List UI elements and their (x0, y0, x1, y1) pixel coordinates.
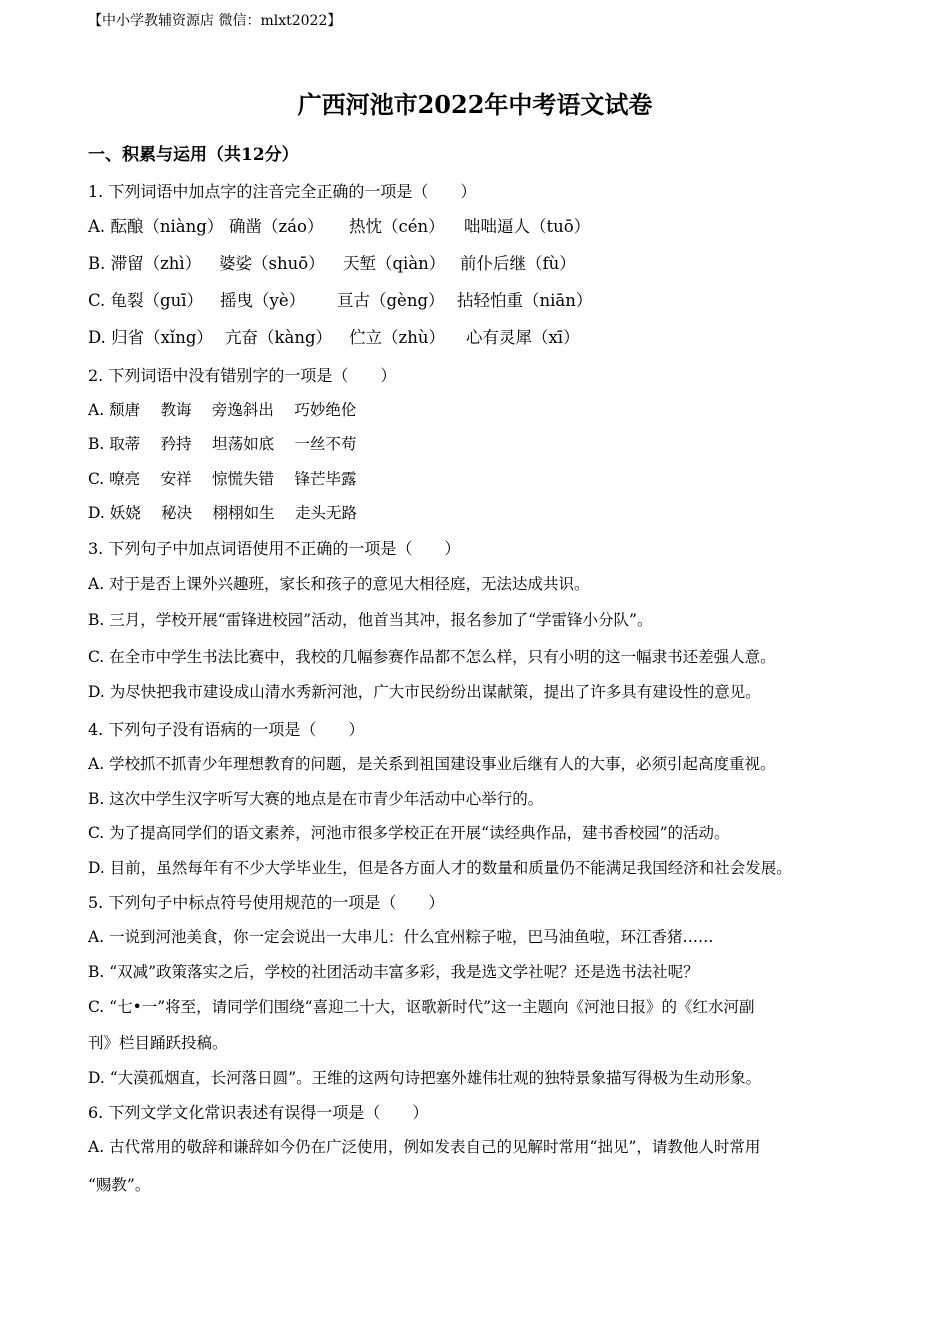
q1-a-word-3: 热忱（cén） (349, 217, 445, 236)
question-3-option-b: B. 三月，学校开展“雷锋进校园”活动，他首当其冲，报名参加了“学雷锋小分队”。 (88, 611, 653, 629)
q1-b-word-4: 前仆后继（fù） (460, 254, 576, 273)
q1-a-word-2: 确凿（záo） (229, 217, 324, 236)
q1-c-word-1: C. 龟裂（guī） (88, 291, 203, 310)
question-6-option-a-line-1: A. 古代常用的敬辞和谦辞如今仍在广泛使用，例如发表自己的见解时常用“拙见”，请教他人时常用 (88, 1138, 761, 1156)
question-4-stem: 4. 下列句子没有语病的一项是（ ） (88, 720, 365, 739)
question-1-option-c (88, 293, 592, 310)
question-1-option-d (88, 330, 580, 347)
q1-b-word-2: 婆娑（shuō） (219, 254, 325, 273)
header-watermark: 【中小学教辅资源店 微信：mlxt2022】 (88, 13, 342, 29)
q1-a-word-1: A. 酝酿（niàng） (88, 217, 224, 236)
page-title: 广西河池市2022年中考语文试卷 (297, 90, 653, 119)
question-1-option-b (88, 256, 576, 273)
q1-c-word-4: 拈轻怕重（niān） (457, 291, 593, 310)
question-4-option-b: B. 这次中学生汉字听写大赛的地点是在市青少年活动中心举行的。 (88, 790, 544, 808)
q1-d-word-1: D. 归省（xǐng） (88, 328, 213, 347)
question-1-stem: 1. 下列词语中加点字的注音完全正确的一项是（ ） (88, 182, 477, 201)
question-3-option-c: C. 在全市中学生书法比赛中，我校的几幅参赛作品都不怎么样，只有小明的这一幅隶书还差强人意。 (88, 648, 776, 666)
question-3-stem: 3. 下列句子中加点词语使用不正确的一项是（ ） (88, 539, 461, 558)
q1-d-word-4: 心有灵犀（xī） (466, 328, 580, 347)
question-3-option-d: D. 为尽快把我市建设成山清水秀新河池，广大市民纷纷出谋献策，提出了许多具有建设性的意见。 (88, 683, 761, 701)
question-5-option-a: A. 一说到河池美食，你一定会说出一大串儿：什么宜州粽子啦，巴马油鱼啦，环江香猪…… (88, 928, 714, 946)
question-2-option-c: C. 嘹亮 安祥 惊慌失错 锋芒毕露 (88, 470, 357, 488)
question-2-option-a: A. 颓唐 教诲 旁逸斜出 巧妙绝伦 (88, 401, 357, 419)
question-1-option-a (88, 219, 590, 236)
q1-d-word-2: 亢奋（kàng） (225, 328, 333, 347)
section-heading: 一、积累与运用（共12分） (88, 145, 299, 165)
question-3-option-a: A. 对于是否上课外兴趣班，家长和孩子的意见大相径庭，无法达成共识。 (88, 575, 590, 593)
q1-c-word-2: 摇曳（yè） (220, 291, 306, 310)
question-5-option-c-line-2: 刊》栏目踊跃投稿。 (88, 1034, 228, 1052)
question-5-option-d: D. “大漠孤烟直，长河落日圆”。王维的这两句诗把塞外雄伟壮观的独特景象描写得极为生动形象。 (88, 1069, 762, 1087)
question-2-option-b: B. 取蒂 矜持 坦荡如底 一丝不苟 (88, 435, 357, 453)
question-6-option-a-line-2: “赐教”。 (88, 1176, 151, 1194)
q1-a-word-4: 咄咄逼人（tuō） (464, 217, 591, 236)
question-5-option-b: B. “双减”政策落实之后，学校的社团活动丰富多彩，我是选文学社呢？还是选书法社呢？ (88, 963, 699, 981)
q1-d-word-3: 伫立（zhù） (349, 328, 445, 347)
question-5-stem: 5. 下列句子中标点符号使用规范的一项是（ ） (88, 893, 445, 912)
question-4-option-d: D. 目前，虽然每年有不少大学毕业生，但是各方面人才的数量和质量仍不能满足我国经济和社会发展。 (88, 859, 792, 877)
question-6-stem: 6. 下列文学文化常识表述有误得一项是（ ） (88, 1103, 429, 1122)
q1-b-word-3: 天堑（qiàn） (343, 254, 446, 273)
question-5-option-c-line-1: C. “七•一”将至，请同学们围绕“喜迎二十大，讴歌新时代”这一主题向《河池日报》的《红水河副 (88, 998, 755, 1016)
q1-b-word-1: B. 滞留（zhì） (88, 254, 202, 273)
question-2-option-d: D. 妖娆 秘决 栩栩如生 走头无路 (88, 504, 358, 522)
question-2-stem: 2. 下列词语中没有错别字的一项是（ ） (88, 366, 397, 385)
q1-c-word-3: 亘古（gèng） (337, 291, 445, 310)
question-4-option-a: A. 学校抓不抓青少年理想教育的问题，是关系到祖国建设事业后继有人的大事，必须引起高度重视。 (88, 755, 776, 773)
question-4-option-c: C. 为了提高同学们的语文素养，河池市很多学校正在开展“读经典作品，建书香校园”的活动。 (88, 824, 730, 842)
